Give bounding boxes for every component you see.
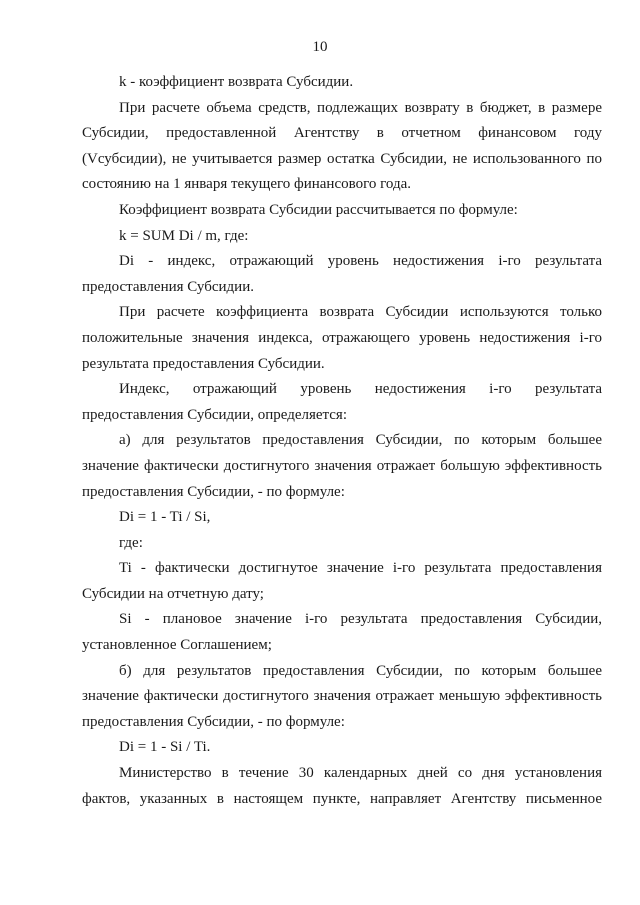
paragraph-formula-intro: Коэффициент возврата Субсидии рассчитывается по формуле: — [119, 201, 518, 218]
formula-di-b: Di = 1 - Si / Ti. — [119, 739, 211, 756]
paragraph-coefficient-k: k - коэффициент возврата Субсидии. — [119, 74, 354, 90]
paragraph-positive-values: При расчете коэффициента возврата Субсидии используются только положительные значения индекса, отражающего уровень недостижения i-го результата предоставления Субсидии. — [82, 304, 602, 372]
paragraph-where: где: — [119, 534, 143, 551]
paragraph-index-defined: Индекс, отражающий уровень недостижения i-го результата предоставления Субсидии, определяется: — [82, 381, 602, 423]
paragraph-si-definition: Si - плановое значение i-го результата предоставления Субсидии, установленное Соглашением; — [82, 611, 602, 654]
paragraph-ministry-notice: Министерство в течение 30 календарных дней со дня установления фактов, указанных в настоящем пункте, направляет Агентству письменное — [82, 765, 602, 807]
page-number: 10 — [312, 39, 328, 55]
formula-k: k = SUM Di / m, где: — [119, 227, 249, 244]
paragraph-di-definition: Di - индекс, отражающий уровень недостижения i-го результата предоставления Субсидии. — [82, 253, 602, 295]
document-body — [82, 70, 602, 812]
paragraph-case-a: а) для результатов предоставления Субсидии, по которым большее значение фактически достигнутого значения отражает большую эффективность предоставления Субсидии, - по формуле: — [82, 432, 602, 500]
paragraph-ti-definition: Ti - фактически достигнутое значение i-го результата предоставления Субсидии на отчетную дату; — [82, 560, 602, 602]
paragraph-return-calculation: При расчете объема средств, подлежащих возврату в бюджет, в размере Субсидии, предоставленной Агентству в отчетном финансовом году (Vсубсидии), не учитывается размер остатка Субсидии, не использованного по состоянию на 1 января текущего финансового года. — [82, 99, 602, 193]
formula-di-a: Di = 1 - Ti / Si, — [119, 509, 211, 526]
paragraph-case-b: б) для результатов предоставления Субсидии, по которым большее значение фактически достигнутого значения отражает меньшую эффективность предоставления Субсидии, - по формуле: — [82, 662, 602, 730]
